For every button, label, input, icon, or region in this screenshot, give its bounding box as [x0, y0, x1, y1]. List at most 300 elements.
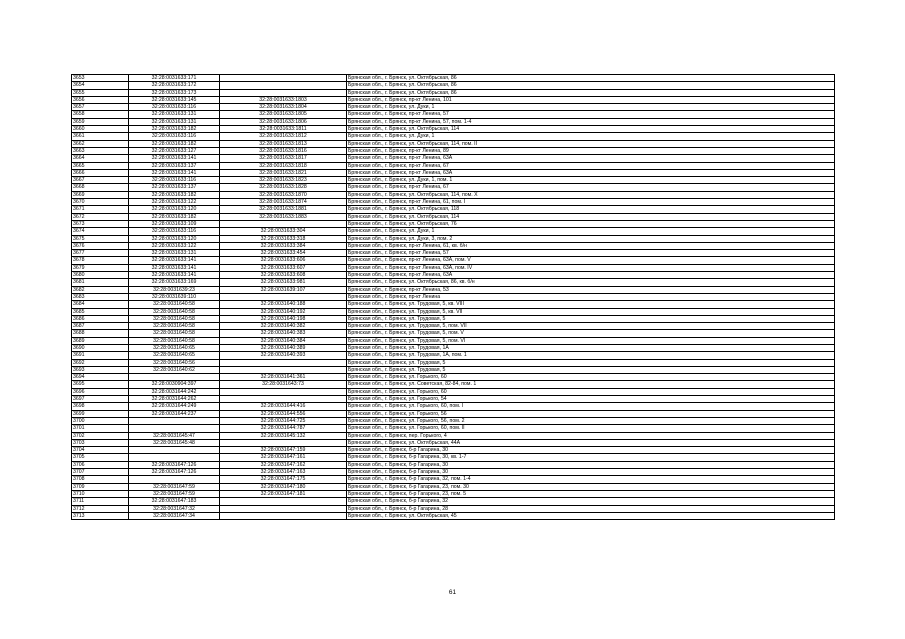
- address-cell: Брянская обл., г. Брянск, ул. Трудовая, 5, пом. VI: [347, 337, 835, 344]
- parcel-number-cell: [129, 454, 220, 461]
- row-number-cell: 3677: [72, 250, 129, 257]
- parcel-number-cell: 32:28:0031640:65: [129, 344, 220, 351]
- address-cell: Брянская обл., г. Брянск, пр-кт Ленина, 63А: [347, 272, 835, 279]
- parcel-number-cell: [129, 425, 220, 432]
- address-cell: Брянская обл., г. Брянск, пр-кт Ленина, 57, пом. 1-4: [347, 118, 835, 125]
- table-row: [72, 250, 835, 257]
- object-number-cell: [220, 220, 347, 227]
- address-cell: Брянская обл., г. Брянск, ул. Горького, 60, пом. I: [347, 403, 835, 410]
- object-number-cell: 32:28:0031647:181: [220, 490, 347, 497]
- parcel-number-cell: [129, 417, 220, 424]
- address-cell: Брянская обл., г. Брянск, ул. Горького, 60, пом. II: [347, 425, 835, 432]
- table-row: [72, 155, 835, 162]
- address-cell: Брянская обл., г. Брянск, б-р Гагарина, 23, пом. 5: [347, 490, 835, 497]
- parcel-number-cell: 32:28:0031633:116: [129, 104, 220, 111]
- object-number-cell: 32:28:0031640:389: [220, 344, 347, 351]
- parcel-number-cell: 32:28:0031633:172: [129, 82, 220, 89]
- table-row: [72, 410, 835, 417]
- object-number-cell: 32:28:0031633:384: [220, 242, 347, 249]
- row-number-cell: 3670: [72, 199, 129, 206]
- table-row: [72, 469, 835, 476]
- row-number-cell: 3705: [72, 454, 129, 461]
- table-row: [72, 96, 835, 103]
- address-cell: Брянская обл., г. Брянск, пр-кт Ленина, 63А: [347, 169, 835, 176]
- table-row: [72, 512, 835, 519]
- table-row: [72, 447, 835, 454]
- object-number-cell: 32:28:0031633:1813: [220, 140, 347, 147]
- table-row: [72, 461, 835, 468]
- parcel-number-cell: 32:28:0031633:120: [129, 206, 220, 213]
- object-number-cell: 32:28:0031647:175: [220, 476, 347, 483]
- parcel-number-cell: 32:28:0031640:58: [129, 323, 220, 330]
- object-number-cell: [220, 505, 347, 512]
- object-number-cell: 32:28:0031633:607: [220, 264, 347, 271]
- object-number-cell: 32:28:0031633:1805: [220, 111, 347, 118]
- address-cell: Брянская обл., г. Брянск, б-р Гагарина, 32, пом. 1-4: [347, 476, 835, 483]
- row-number-cell: 3691: [72, 352, 129, 359]
- parcel-number-cell: 32:28:0031633:137: [129, 162, 220, 169]
- parcel-number-cell: 32:28:0031633:137: [129, 184, 220, 191]
- parcel-number-cell: 32:28:0031633:122: [129, 199, 220, 206]
- row-number-cell: 3679: [72, 264, 129, 271]
- address-cell: Брянская обл., г. Брянск, б-р Гагарина, 30: [347, 447, 835, 454]
- table-row: [72, 118, 835, 125]
- object-number-cell: 32:28:0031644:787: [220, 425, 347, 432]
- table-row: [72, 242, 835, 249]
- address-cell: Брянская обл., г. Брянск, пр-кт Ленина, 67: [347, 184, 835, 191]
- table-row: [72, 191, 835, 198]
- object-number-cell: [220, 75, 347, 82]
- parcel-number-cell: 32:28:0031640:58: [129, 308, 220, 315]
- address-cell: Брянская обл., г. Брянск, ул. Октябрьская, 45: [347, 512, 835, 519]
- parcel-number-cell: [129, 476, 220, 483]
- row-number-cell: 3674: [72, 228, 129, 235]
- row-number-cell: 3704: [72, 447, 129, 454]
- address-cell: Брянская обл., г. Брянск, ул. Трудовая, 5, пом. V: [347, 330, 835, 337]
- parcel-number-cell: 32:28:0031644:249: [129, 403, 220, 410]
- address-cell: Брянская обл., г. Брянск, ул. Октябрьская, 86: [347, 82, 835, 89]
- row-number-cell: 3703: [72, 439, 129, 446]
- parcel-number-cell: 32:28:0031633:141: [129, 155, 220, 162]
- object-number-cell: 32:28:0031633:1823: [220, 177, 347, 184]
- row-number-cell: 3672: [72, 213, 129, 220]
- object-number-cell: 32:28:0031640:384: [220, 337, 347, 344]
- row-number-cell: 3684: [72, 301, 129, 308]
- parcel-number-cell: 32:28:0031647:59: [129, 483, 220, 490]
- parcel-number-cell: 32:28:0031647:126: [129, 461, 220, 468]
- parcel-number-cell: 32:28:0031633:131: [129, 111, 220, 118]
- row-number-cell: 3686: [72, 315, 129, 322]
- parcel-number-cell: 32:28:0031633:169: [129, 279, 220, 286]
- parcel-number-cell: 32:28:0031644:242: [129, 388, 220, 395]
- parcel-number-cell: 32:28:0031633:182: [129, 126, 220, 133]
- parcel-number-cell: 32:28:0031640:62: [129, 366, 220, 373]
- table-row: [72, 498, 835, 505]
- address-cell: Брянская обл., г. Брянск, пр-кт Ленина: [347, 293, 835, 300]
- table-row: [72, 133, 835, 140]
- parcel-number-cell: 32:28:0031645:48: [129, 439, 220, 446]
- table-row: [72, 403, 835, 410]
- table-row: [72, 490, 835, 497]
- address-cell: Брянская обл., г. Брянск, ул. Октябрьская, 76: [347, 220, 835, 227]
- parcel-number-cell: 32:28:0031640:58: [129, 330, 220, 337]
- address-cell: Брянская обл., г. Брянск, пер. Горького, 4: [347, 432, 835, 439]
- object-number-cell: 32:28:0031640:192: [220, 308, 347, 315]
- address-cell: Брянская обл., г. Брянск, пр-кт Ленина, 63А, пом. IV: [347, 264, 835, 271]
- address-cell: Брянская обл., г. Брянск, б-р Гагарина, 30: [347, 461, 835, 468]
- object-number-cell: 32:28:0031647:163: [220, 469, 347, 476]
- table-row: [72, 374, 835, 381]
- object-number-cell: [220, 439, 347, 446]
- row-number-cell: 3696: [72, 388, 129, 395]
- parcel-number-cell: 32:28:0031633:182: [129, 213, 220, 220]
- table-row: [72, 162, 835, 169]
- parcel-number-cell: 32:28:0031640:58: [129, 315, 220, 322]
- row-number-cell: 3709: [72, 483, 129, 490]
- address-cell: Брянская обл., г. Брянск, ул. Октябрьская, 114: [347, 126, 835, 133]
- row-number-cell: 3689: [72, 337, 129, 344]
- table-row: [72, 366, 835, 373]
- parcel-number-cell: 32:28:0031647:32: [129, 505, 220, 512]
- address-cell: Брянская обл., г. Брянск, ул. Дуки, 1, пом. 1: [347, 177, 835, 184]
- table-row: [72, 417, 835, 424]
- table-row: [72, 330, 835, 337]
- parcel-number-cell: 32:28:0031639:110: [129, 293, 220, 300]
- row-number-cell: 3713: [72, 512, 129, 519]
- object-number-cell: [220, 89, 347, 96]
- row-number-cell: 3697: [72, 396, 129, 403]
- page-number: 61: [448, 589, 457, 596]
- object-number-cell: 32:28:0031647:162: [220, 461, 347, 468]
- row-number-cell: 3685: [72, 308, 129, 315]
- row-number-cell: 3675: [72, 235, 129, 242]
- address-cell: Брянская обл., г. Брянск, ул. Октябрьская, 114, пом. II: [347, 140, 835, 147]
- object-number-cell: 32:28:0031633:1803: [220, 96, 347, 103]
- address-cell: Брянская обл., г. Брянск, б-р Гагарина, 30, кв. 1-7: [347, 454, 835, 461]
- table-row: [72, 483, 835, 490]
- address-cell: Брянская обл., г. Брянск, ул. Трудовая, 5, кв. VII: [347, 308, 835, 315]
- table-row: [72, 323, 835, 330]
- row-number-cell: 3676: [72, 242, 129, 249]
- object-number-cell: 32:28:0031633:1870: [220, 191, 347, 198]
- address-cell: Брянская обл., г. Брянск, б-р Гагарина, 30: [347, 469, 835, 476]
- parcel-number-cell: 32:28:0031633:116: [129, 177, 220, 184]
- address-cell: Брянская обл., г. Брянск, пр-кт Ленина, 67: [347, 162, 835, 169]
- parcel-number-cell: 32:28:0031633:116: [129, 133, 220, 140]
- table-row: [72, 352, 835, 359]
- object-number-cell: [220, 293, 347, 300]
- table-row: [72, 220, 835, 227]
- address-cell: Брянская обл., г. Брянск, ул. Трудовая, 5: [347, 315, 835, 322]
- table-row: [72, 111, 835, 118]
- row-number-cell: 3654: [72, 82, 129, 89]
- table-row: [72, 235, 835, 242]
- object-number-cell: [220, 366, 347, 373]
- table-row: [72, 439, 835, 446]
- address-cell: Брянская обл., г. Брянск, ул. Октябрьская, 118: [347, 206, 835, 213]
- table-row: [72, 505, 835, 512]
- object-number-cell: 32:28:0031633:608: [220, 272, 347, 279]
- parcel-number-cell: 32:28:0031633:145: [129, 96, 220, 103]
- table-row: [72, 213, 835, 220]
- address-cell: Брянская обл., г. Брянск, ул. Октябрьская, 86: [347, 75, 835, 82]
- row-number-cell: 3659: [72, 118, 129, 125]
- table-row: [72, 272, 835, 279]
- object-number-cell: [220, 82, 347, 89]
- address-cell: Брянская обл., г. Брянск, ул. Горького, 60: [347, 388, 835, 395]
- object-number-cell: 32:28:0031641:361: [220, 374, 347, 381]
- address-cell: Брянская обл., г. Брянск, ул. Советская, 82-84, пом. 1: [347, 381, 835, 388]
- parcel-number-cell: 32:28:0031633:182: [129, 191, 220, 198]
- row-number-cell: 3682: [72, 286, 129, 293]
- object-number-cell: 32:28:0031647:161: [220, 454, 347, 461]
- row-number-cell: 3662: [72, 140, 129, 147]
- address-cell: Брянская обл., г. Брянск, ул. Октябрьская, 86, кв. б/н: [347, 279, 835, 286]
- address-cell: Брянская обл., г. Брянск, ул. Дуки, 1: [347, 228, 835, 235]
- parcel-number-cell: 32:28:0031633:141: [129, 264, 220, 271]
- row-number-cell: 3658: [72, 111, 129, 118]
- table-row: [72, 140, 835, 147]
- object-number-cell: 32:28:0031633:1812: [220, 133, 347, 140]
- parcel-number-cell: 32:28:0031633:141: [129, 272, 220, 279]
- row-number-cell: 3692: [72, 359, 129, 366]
- parcel-number-cell: 32:28:0031633:182: [129, 140, 220, 147]
- address-cell: Брянская обл., г. Брянск, пр-кт Ленина, 89: [347, 147, 835, 154]
- table-row: [72, 388, 835, 395]
- table-row: [72, 425, 835, 432]
- object-number-cell: 32:28:0031644:556: [220, 410, 347, 417]
- object-number-cell: 32:28:0031633:318: [220, 235, 347, 242]
- table-row: [72, 89, 835, 96]
- row-number-cell: 3712: [72, 505, 129, 512]
- object-number-cell: 32:28:0031640:383: [220, 330, 347, 337]
- object-number-cell: 32:28:0031640:382: [220, 323, 347, 330]
- address-cell: Брянская обл., г. Брянск, ул. Дуки, 1: [347, 133, 835, 140]
- row-number-cell: 3694: [72, 374, 129, 381]
- row-number-cell: 3688: [72, 330, 129, 337]
- object-number-cell: [220, 396, 347, 403]
- address-cell: Брянская обл., г. Брянск, пр-кт Ленина, 53: [347, 286, 835, 293]
- row-number-cell: 3695: [72, 381, 129, 388]
- row-number-cell: 3664: [72, 155, 129, 162]
- row-number-cell: 3680: [72, 272, 129, 279]
- row-number-cell: 3678: [72, 257, 129, 264]
- table-row: [72, 301, 835, 308]
- parcel-number-cell: 32:28:0031644:262: [129, 396, 220, 403]
- parcel-number-cell: 32:28:0031633:141: [129, 257, 220, 264]
- address-cell: Брянская обл., г. Брянск, пр-кт Ленина, 61, кв. б/н: [347, 242, 835, 249]
- object-number-cell: 32:28:0031639:107: [220, 286, 347, 293]
- object-number-cell: 32:28:0031643:73: [220, 381, 347, 388]
- table-row: [72, 286, 835, 293]
- row-number-cell: 3707: [72, 469, 129, 476]
- address-cell: Брянская обл., г. Брянск, ул. Горького, 56, пом. 2: [347, 417, 835, 424]
- table-row: [72, 293, 835, 300]
- row-number-cell: 3687: [72, 323, 129, 330]
- parcel-number-cell: 32:28:0031647:126: [129, 469, 220, 476]
- object-number-cell: 32:28:0031633:1821: [220, 169, 347, 176]
- parcel-number-cell: 32:28:0031633:173: [129, 89, 220, 96]
- table-row: [72, 279, 835, 286]
- parcel-number-cell: 32:28:0031647:183: [129, 498, 220, 505]
- object-number-cell: [220, 512, 347, 519]
- table-row: [72, 228, 835, 235]
- object-number-cell: 32:28:0031644:725: [220, 417, 347, 424]
- address-cell: Брянская обл., г. Брянск, ул. Трудовая, 5: [347, 359, 835, 366]
- table-row: [72, 75, 835, 82]
- object-number-cell: 32:28:0031633:1811: [220, 126, 347, 133]
- object-number-cell: 32:28:0031633:1874: [220, 199, 347, 206]
- table-row: [72, 206, 835, 213]
- row-number-cell: 3665: [72, 162, 129, 169]
- row-number-cell: 3708: [72, 476, 129, 483]
- object-number-cell: [220, 498, 347, 505]
- table-row: [72, 257, 835, 264]
- address-cell: Брянская обл., г. Брянск, ул. Трудовая, 5, кв. VIII: [347, 301, 835, 308]
- row-number-cell: 3701: [72, 425, 129, 432]
- table-row: [72, 177, 835, 184]
- row-number-cell: 3693: [72, 366, 129, 373]
- cadastral-table-body: [72, 75, 835, 520]
- table-row: [72, 147, 835, 154]
- parcel-number-cell: 32:28:0030904:397: [129, 381, 220, 388]
- address-cell: Брянская обл., г. Брянск, пр-кт Ленина, 61, пом. I: [347, 199, 835, 206]
- row-number-cell: 3661: [72, 133, 129, 140]
- row-number-cell: 3666: [72, 169, 129, 176]
- parcel-number-cell: 32:28:0031644:237: [129, 410, 220, 417]
- address-cell: Брянская обл., г. Брянск, ул. Октябрьская, 44А: [347, 439, 835, 446]
- address-cell: Брянская обл., г. Брянск, ул. Октябрьская, 114, пом. X: [347, 191, 835, 198]
- row-number-cell: 3711: [72, 498, 129, 505]
- address-cell: Брянская обл., г. Брянск, пр-кт Ленина, 57: [347, 250, 835, 257]
- parcel-number-cell: 32:28:0031640:58: [129, 301, 220, 308]
- address-cell: Брянская обл., г. Брянск, ул. Трудовая, 5, пом. VII: [347, 323, 835, 330]
- table-row: [72, 184, 835, 191]
- table-row: [72, 264, 835, 271]
- row-number-cell: 3669: [72, 191, 129, 198]
- parcel-number-cell: 32:28:0031633:141: [129, 169, 220, 176]
- parcel-number-cell: 32:28:0031633:127: [129, 147, 220, 154]
- object-number-cell: 32:28:0031647:159: [220, 447, 347, 454]
- table-row: [72, 82, 835, 89]
- address-cell: Брянская обл., г. Брянск, ул. Горького, 54: [347, 396, 835, 403]
- parcel-number-cell: 32:28:0031640:56: [129, 359, 220, 366]
- table-row: [72, 359, 835, 366]
- parcel-number-cell: 32:28:0031633:109: [129, 220, 220, 227]
- object-number-cell: 32:28:0031633:1806: [220, 118, 347, 125]
- object-number-cell: 32:28:0031645:132: [220, 432, 347, 439]
- row-number-cell: 3698: [72, 403, 129, 410]
- object-number-cell: 32:28:0031633:981: [220, 279, 347, 286]
- object-number-cell: 32:28:0031640:188: [220, 301, 347, 308]
- address-cell: Брянская обл., г. Брянск, б-р Гагарина, 32: [347, 498, 835, 505]
- row-number-cell: 3699: [72, 410, 129, 417]
- table-row: [72, 476, 835, 483]
- table-row: [72, 308, 835, 315]
- table-row: [72, 344, 835, 351]
- table-row: [72, 104, 835, 111]
- address-cell: Брянская обл., г. Брянск, ул. Трудовая, 5: [347, 366, 835, 373]
- table-row: [72, 381, 835, 388]
- row-number-cell: 3673: [72, 220, 129, 227]
- address-cell: Брянская обл., г. Брянск, пр-кт Ленина, 63А: [347, 155, 835, 162]
- address-cell: Брянская обл., г. Брянск, б-р Гагарина, 28: [347, 505, 835, 512]
- parcel-number-cell: 32:28:0031640:58: [129, 337, 220, 344]
- address-cell: Брянская обл., г. Брянск, пр-кт Ленина, 63А, пом. V: [347, 257, 835, 264]
- row-number-cell: 3683: [72, 293, 129, 300]
- object-number-cell: 32:28:0031633:1804: [220, 104, 347, 111]
- object-number-cell: 32:28:0031633:304: [220, 228, 347, 235]
- address-cell: Брянская обл., г. Брянск, ул. Октябрьская, 86: [347, 89, 835, 96]
- parcel-number-cell: 32:28:0031640:65: [129, 352, 220, 359]
- row-number-cell: 3660: [72, 126, 129, 133]
- table-row: [72, 126, 835, 133]
- address-cell: Брянская обл., г. Брянск, ул. Горького, 56: [347, 410, 835, 417]
- object-number-cell: 32:28:0031633:1828: [220, 184, 347, 191]
- table-row: [72, 432, 835, 439]
- row-number-cell: 3667: [72, 177, 129, 184]
- parcel-number-cell: 32:28:0031633:171: [129, 75, 220, 82]
- row-number-cell: 3657: [72, 104, 129, 111]
- table-row: [72, 199, 835, 206]
- parcel-number-cell: [129, 447, 220, 454]
- object-number-cell: 32:28:0031633:1881: [220, 206, 347, 213]
- address-cell: Брянская обл., г. Брянск, ул. Дуки, 1: [347, 104, 835, 111]
- object-number-cell: 32:28:0031633:606: [220, 257, 347, 264]
- address-cell: Брянская обл., г. Брянск, ул. Трудовая, 1А: [347, 344, 835, 351]
- object-number-cell: 32:28:0031633:1818: [220, 162, 347, 169]
- row-number-cell: 3668: [72, 184, 129, 191]
- table-row: [72, 169, 835, 176]
- row-number-cell: 3706: [72, 461, 129, 468]
- parcel-number-cell: 32:28:0031645:47: [129, 432, 220, 439]
- parcel-number-cell: 32:28:0031633:116: [129, 228, 220, 235]
- parcel-number-cell: [129, 374, 220, 381]
- object-number-cell: 32:28:0031633:1817: [220, 155, 347, 162]
- table-row: [72, 396, 835, 403]
- object-number-cell: [220, 388, 347, 395]
- address-cell: Брянская обл., г. Брянск, ул. Трудовая, 1А, пом. 1: [347, 352, 835, 359]
- row-number-cell: 3700: [72, 417, 129, 424]
- table-row: [72, 315, 835, 322]
- parcel-number-cell: 32:28:0031633:120: [129, 235, 220, 242]
- parcel-number-cell: 32:28:0031639:23: [129, 286, 220, 293]
- object-number-cell: 32:28:0031633:454: [220, 250, 347, 257]
- object-number-cell: 32:28:0031640:393: [220, 352, 347, 359]
- cadastral-table: [71, 74, 835, 520]
- parcel-number-cell: 32:28:0031647:34: [129, 512, 220, 519]
- row-number-cell: 3663: [72, 147, 129, 154]
- address-cell: Брянская обл., г. Брянск, б-р Гагарина, 23, пом. 30: [347, 483, 835, 490]
- row-number-cell: 3710: [72, 490, 129, 497]
- parcel-number-cell: 32:28:0031633:122: [129, 242, 220, 249]
- object-number-cell: 32:28:0031640:198: [220, 315, 347, 322]
- address-cell: Брянская обл., г. Брянск, ул. Дуки, 3, пом. 2: [347, 235, 835, 242]
- object-number-cell: 32:28:0031633:1816: [220, 147, 347, 154]
- table-row: [72, 454, 835, 461]
- object-number-cell: 32:28:0031647:180: [220, 483, 347, 490]
- address-cell: Брянская обл., г. Брянск, пр-кт Ленина, 57: [347, 111, 835, 118]
- row-number-cell: 3653: [72, 75, 129, 82]
- row-number-cell: 3671: [72, 206, 129, 213]
- parcel-number-cell: 32:28:0031633:131: [129, 118, 220, 125]
- table-row: [72, 337, 835, 344]
- parcel-number-cell: 32:28:0031647:59: [129, 490, 220, 497]
- address-cell: Брянская обл., г. Брянск, ул. Горького, 60: [347, 374, 835, 381]
- parcel-number-cell: 32:28:0031633:131: [129, 250, 220, 257]
- row-number-cell: 3690: [72, 344, 129, 351]
- row-number-cell: 3702: [72, 432, 129, 439]
